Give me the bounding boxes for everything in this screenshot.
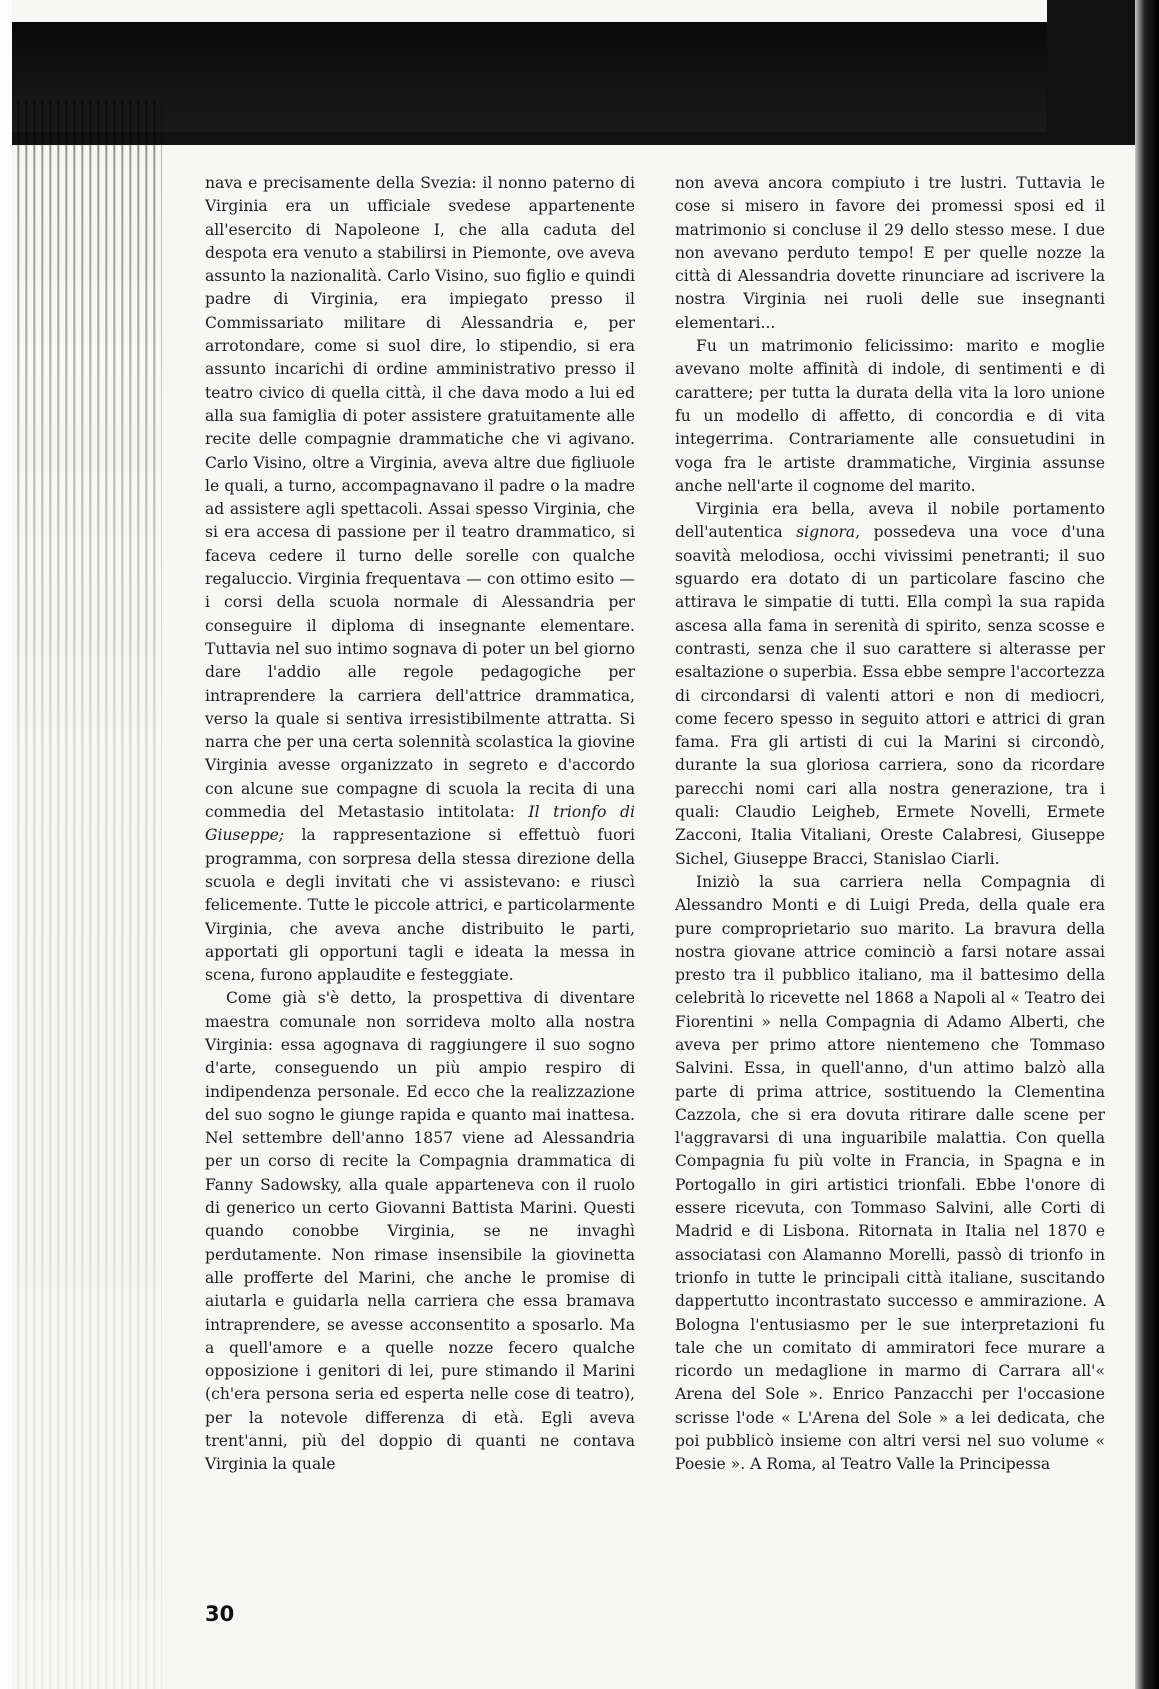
paragraph: Fu un matrimonio felicissimo: marito e moglie avevano molte affinità di indole, di sentimenti e di carattere; per tutta la durata della vita la loro unione fu un modello di affetto, di concordia e di vita integerrima. Contrariamente alle consuetudini in voga fra le artiste drammatiche, Virginia assunse anche nell'arte il cognome del marito.: [675, 337, 1105, 495]
scan-light-notch: [0, 0, 1047, 22]
book-page-edges: [12, 100, 162, 1689]
paragraph: [675, 498, 1105, 871]
paragraph: non aveva ancora compiuto i tre lustri. Tuttavia le cose si misero in favore dei promessi sposi ed il matrimonio si concluse il 29 dello stesso mese. I due non avevano perduto tempo! E per quelle nozze la città di Alessandria dovette rinunciare ad iscrivere la nostra Virginia nei ruoli delle sue insegnanti elementari...: [675, 174, 1105, 332]
paragraph-text: nava e precisamente della Svezia: il nonno paterno di Virginia era un ufficiale svedese appartenente all'esercito di Napoleone I, che alla caduta del despota era venuto a stabilirsi in Piemonte, ove aveva assunto la nazionalità. Carlo Visino, suo figlio e quindi padre di Virginia, era impiegato presso il Commissariato militare di Alessandria e, per arrotondare, come si suol dire, lo stipendio, si era assunto incarichi di ordine amministrativo presso il teatro civico di quella città, il che dava modo a lui ed alla sua famiglia di poter assistere gratuitamente alle recite delle compagnie drammatiche che vi agivano. Carlo Visino, oltre a Virginia, aveva altre due figliuole le quali, a turno, accompagnavano il padre o la madre ad assistere agli spettacoli. Assai spesso Virginia, che si era accesa di passione per il teatro drammatico, si faceva cedere il turno delle sorelle con qualche regaluccio. Virginia frequentava — con ottimo esito — i corsi della scuola normale di Alessandria per conseguire il diploma di insegnante elementare. Tuttavia nel suo intimo sognava di poter un bel giorno dare l'addio alle regole pedagogiche per intraprendere la carriera dell'attrice drammatica, verso la quale si sentiva irresistibilmente attratta. Si narra che per una certa solennità scolastica la giovine Virginia avesse organizzato in segreto e d'accordo con alcune sue compagne di scuola la recita di una commedia del Metastasio intitolata:: [205, 174, 635, 822]
italic-word: signora: [796, 523, 856, 542]
paragraph-text: la rappresentazione si effettuò fuori programma, con sorpresa della stessa direzione della scuola e degli invitati che vi assistevano: e riuscì felicemente. Tutte le piccole attrici, e particolarmente Virginia, che aveva anche distribuito le parti, apportati gli opportuni tagli e ideata la messa in scena, furono applaudite e festeggiate.: [205, 826, 635, 985]
italic-title: Il trionfo di Giuseppe;: [205, 803, 635, 845]
paragraph: [205, 172, 635, 987]
scan-left-margin: [0, 0, 12, 1689]
scan-dark-border-right: [1135, 0, 1159, 1689]
paragraph-text: , possedeva una voce d'una soavità melodiosa, occhi vivissimi penetranti; il suo sguardo era dotato di un particolare fascino che attirava le simpatie di tutti. Ella compì la sua rapida ascesa alla fama in serenità di spirito, senza scosse e contrasti, senza che il suo carattere si alterasse per esaltazione o superbia. Essa ebbe sempre l'accortezza di circondarsi di valenti attori e non di mediocri, come fecero spesso in seguito attori e attrici di gran fama. Fra gli artisti di cui la Marini si circondò, durante la sua gloriosa carriera, sono da ricordare parecchi nomi cari alla nostra generazione, tra i quali: Claudio Leigheb, Ermete Novelli, Ermete Zacconi, Italia Vitaliani, Oreste Calabresi, Giuseppe Sichel, Giuseppe Bracci, Stanislao Ciarli.: [675, 523, 1105, 868]
page-number: 30: [205, 1602, 235, 1626]
paragraph: Come già s'è detto, la prospettiva di diventare maestra comunale non sorrideva molto alla nostra Virginia: essa agognava di raggiungere il suo sogno d'arte, conseguendo un più ampio respiro di indipendenza personale. Ed ecco che la realizzazione del suo sogno le giunge rapida e quanto mai inattesa. Nel settembre dell'anno 1857 viene ad Alessandria per un corso di recite la Compagnia drammatica di Fanny Sadowsky, alla quale apparteneva con il ruolo di generico un certo Giovanni Battista Marini. Questi quando conobbe Virginia, se ne invaghì perdutamente. Non rimase insensibile la giovinetta alle profferte del Marini, che anche le promise di aiutarla e guidarla nella carriera che essa bramava intraprendere, se avesse acconsentito a sposarlo. Ma a quell'amore e a quelle nozze fecero qualche opposizione i genitori di lei, pure stimando il Marini (ch'era persona seria ed esperta nelle cose di teatro), per la notevole differenza di età. Egli aveva trent'anni, più del doppio di quanti ne contava Virginia la quale: [205, 989, 635, 1474]
right-text-column: [675, 172, 1105, 1477]
paragraph-text: Virginia era bella, aveva il nobile portamento dell'autentica: [675, 500, 1105, 542]
paragraph: Iniziò la sua carriera nella Compagnia di Alessandro Monti e di Luigi Preda, della quale era pure comproprietario suo marito. La bravura della nostra giovane attrice cominciò a farsi notare assai presto tra il pubblico italiano, ma il battesimo della celebrità lo ricevette nel 1868 a Napoli al « Teatro dei Fiorentini » nella Compagnia di Adamo Alberti, che aveva per primo attore nientemeno che Tommaso Salvini. Essa, in quell'anno, d'un attimo balzò alla parte di prima attrice, sostituendo la Clementina Cazzola, che si era dovuta ritirare dalle scene per l'aggravarsi di una inguaribile malattia. Con quella Compagnia fu più volte in Francia, in Spagna e in Portogallo in giri artistici trionfali. Ebbe l'onore di essere ricevuta, con Tommaso Salvini, alle Corti di Madrid e di Lisbona. Ritornata in Italia nel 1870 e associatasi con Alamanno Morelli, passò di trionfo in trionfo in tutte le principali città italiane, suscitando dappertutto incontrastato successo e ammirazione. A Bologna l'entusiasmo per le sue interpretazioni fu tale che un comitato di ammiratori fece murare a ricordo un medaglione in marmo di Carrara all'« Arena del Sole ». Enrico Panzacchi per l'occasione scrisse l'ode « L'Arena del Sole » a lei dedicata, che poi pubblicò insieme con altri versi nel suo volume « Poesie ». A Roma, al Teatro Valle la Principessa: [675, 872, 1105, 1474]
left-text-column: [205, 172, 635, 1477]
book-page: [205, 172, 1110, 1632]
